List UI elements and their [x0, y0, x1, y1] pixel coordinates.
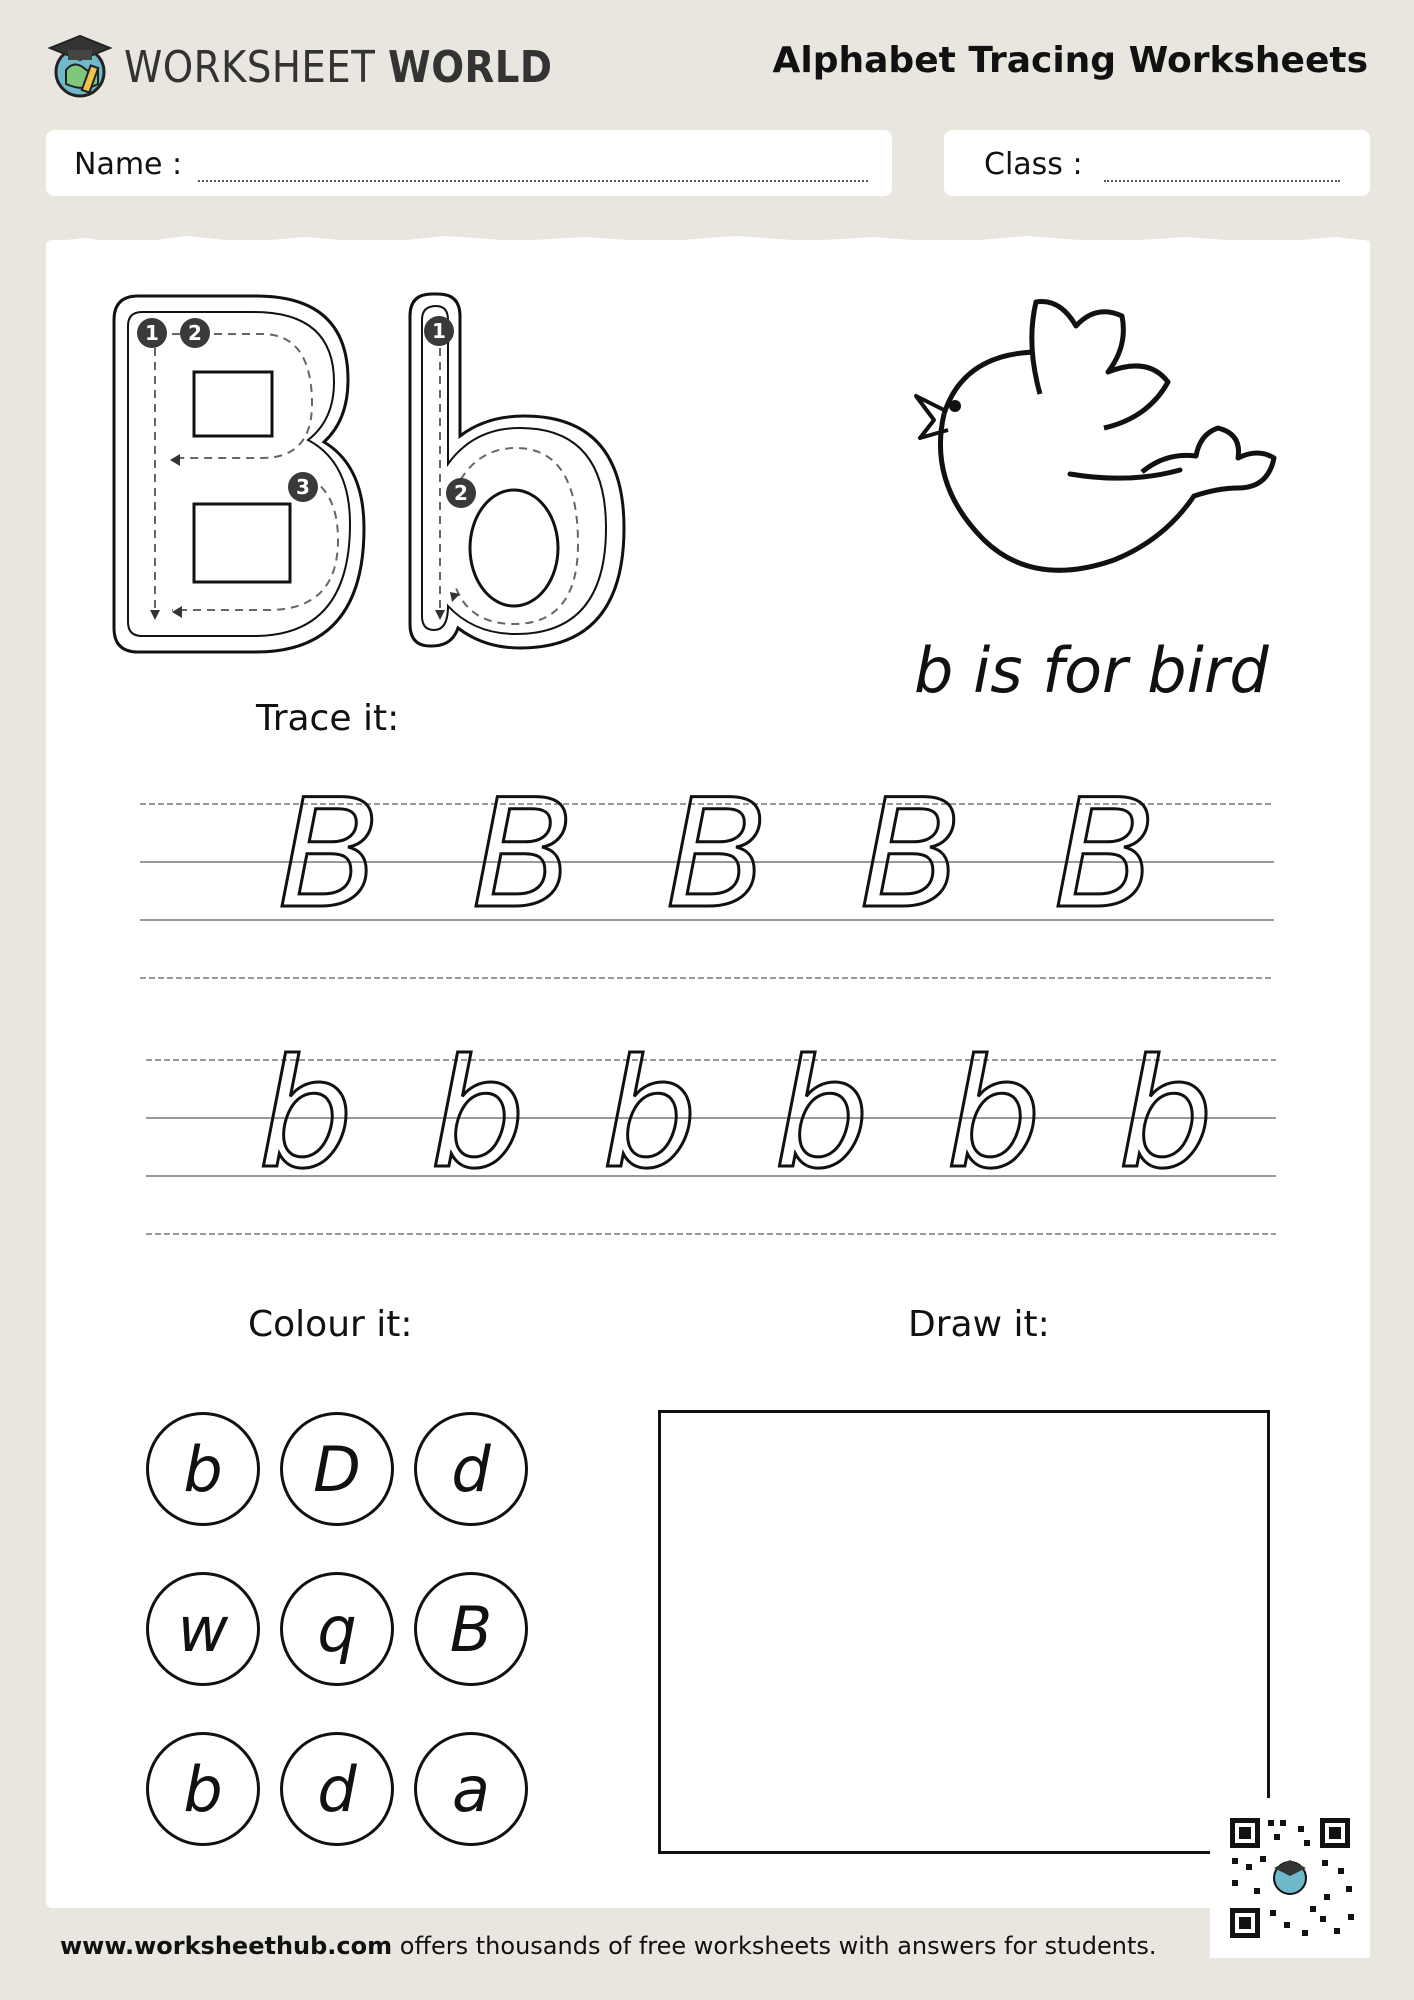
colour-circle-1[interactable]: b [146, 1412, 260, 1526]
colour-circle-9[interactable]: a [414, 1732, 528, 1846]
class-line [1104, 180, 1340, 182]
name-label: Name : [74, 147, 183, 182]
qr-code [1210, 1798, 1370, 1958]
name-line [198, 180, 868, 182]
trace-upper-b-2[interactable]: B [472, 768, 575, 942]
class-field[interactable] [944, 130, 1370, 196]
stroke-number-3: 3 [288, 472, 318, 502]
stroke-number-2-lower: 2 [446, 478, 476, 508]
uppercase-b-outline [114, 296, 364, 652]
footer-text: www.worksheethub.com offers thousands of free worksheets with answers for students. [60, 1932, 1157, 1960]
colour-circle-8[interactable]: d [280, 1732, 394, 1846]
trace-upper-b-4[interactable]: B [860, 768, 963, 942]
bird-icon [884, 284, 1304, 604]
colour-label: Colour it: [248, 1304, 413, 1345]
logo-icon [46, 30, 116, 100]
trace-lower-b-3[interactable]: b [602, 1028, 698, 1202]
name-field[interactable] [46, 130, 892, 196]
draw-label: Draw it: [908, 1304, 1050, 1345]
trace-upper-b-3[interactable]: B [666, 768, 769, 942]
colour-circle-3[interactable]: d [414, 1412, 528, 1526]
colour-circle-4[interactable]: w [146, 1572, 260, 1686]
torn-edge [46, 228, 1370, 258]
stroke-number-2: 2 [180, 318, 210, 348]
colour-circle-5[interactable]: q [280, 1572, 394, 1686]
stroke-number-1: 1 [137, 318, 167, 348]
draw-box[interactable] [658, 1410, 1270, 1854]
stroke-number-1-lower: 1 [424, 316, 454, 346]
trace-lower-b-2[interactable]: b [430, 1028, 526, 1202]
trace-lower-b-1[interactable]: b [258, 1028, 354, 1202]
colour-circle-2[interactable]: D [280, 1412, 394, 1526]
colour-circle-7[interactable]: b [146, 1732, 260, 1846]
trace-upper-b-1[interactable]: B [278, 768, 381, 942]
big-letters-outline [110, 292, 630, 672]
class-label: Class : [984, 147, 1083, 182]
colour-circle-6[interactable]: B [414, 1572, 528, 1686]
footer-site-link[interactable]: www.worksheethub.com [60, 1932, 393, 1960]
page-title: Alphabet Tracing Worksheets [772, 40, 1368, 81]
trace-lower-b-6[interactable]: b [1118, 1028, 1214, 1202]
trace-lower-b-4[interactable]: b [774, 1028, 870, 1202]
trace-upper-b-5[interactable]: B [1054, 768, 1157, 942]
trace-lower-b-5[interactable]: b [946, 1028, 1042, 1202]
picture-caption: b is for bird [914, 634, 1269, 707]
brand-name: WORKSHEET WORLD [124, 42, 553, 93]
trace-label: Trace it: [256, 698, 400, 739]
